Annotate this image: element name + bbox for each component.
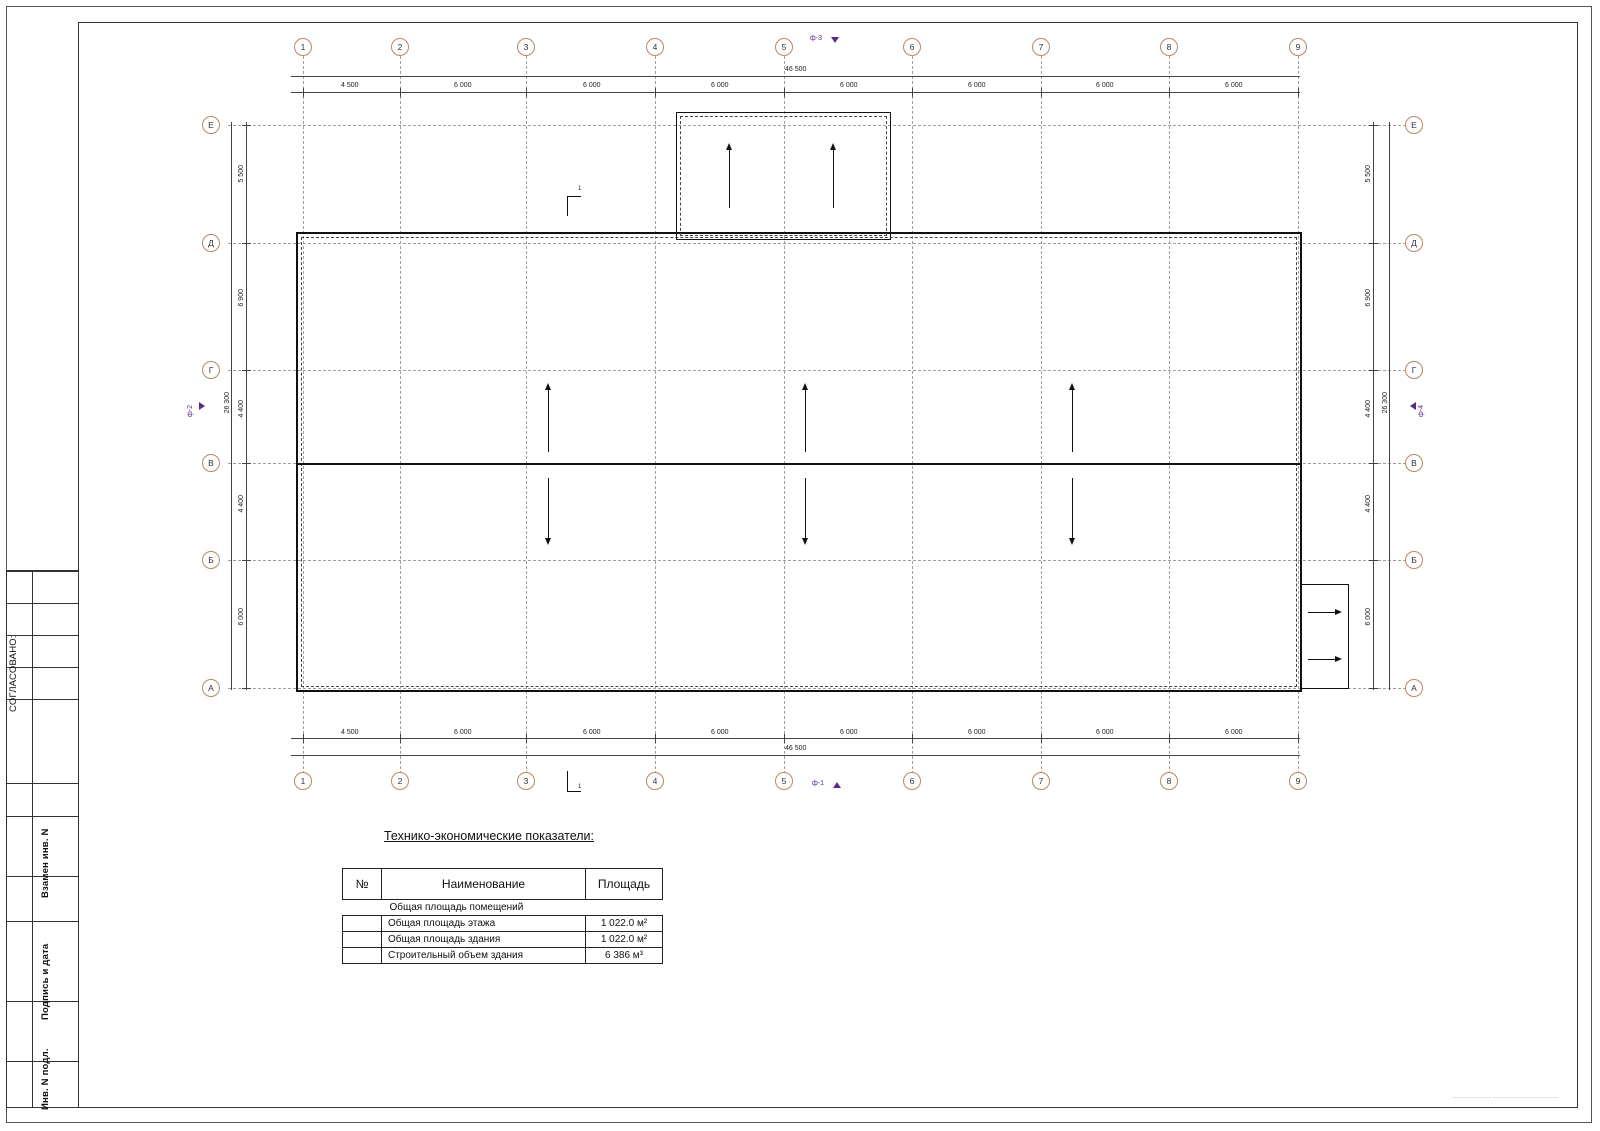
- axis-bubble-right-g[interactable]: Г: [1405, 361, 1423, 379]
- tep-cell-name: Общая площадь помещений: [389, 902, 524, 913]
- bottom-span-4: 6 000: [711, 729, 729, 736]
- cut-mark-bottom-label: 1: [578, 784, 582, 790]
- tep-cell-area: 1 022.0 м²: [586, 932, 663, 948]
- axis-bubble-top-9[interactable]: 9: [1289, 38, 1307, 56]
- section-mark-arrow-f4: [1410, 402, 1416, 410]
- tep-header-row: [343, 869, 663, 900]
- top-span-7: 6 000: [1096, 82, 1114, 89]
- axis-bubble-top-3[interactable]: 3: [517, 38, 535, 56]
- top-span-6: 6 000: [968, 82, 986, 89]
- slope-arrow-down-1-head: [545, 538, 551, 545]
- cut-mark-top-label: 1: [578, 186, 582, 192]
- section-mark-arrow-f3: [831, 37, 839, 43]
- right-span-5: 6 000: [1365, 608, 1372, 626]
- axis-bubble-right-a[interactable]: А: [1405, 679, 1423, 697]
- cut-mark-bottom-horizontal: [567, 791, 581, 792]
- left-span-5: 6 000: [238, 608, 245, 626]
- slope-arrow-up-4: [729, 150, 730, 208]
- table-row: [343, 948, 663, 964]
- top-total-dim-line: [291, 76, 1300, 77]
- building-outline-inner: [301, 237, 1297, 687]
- axis-bubble-left-b[interactable]: Б: [202, 551, 220, 569]
- top-span-2: 6 000: [454, 82, 472, 89]
- stamp-approved-label: СОГЛАСОВАНО:: [8, 635, 19, 712]
- section-mark-label-f3[interactable]: ф-3: [810, 35, 822, 42]
- axis-bubble-left-d[interactable]: Д: [202, 234, 220, 252]
- slope-arrow-down-2-head: [802, 538, 808, 545]
- slope-arrow-up-1: [548, 390, 549, 452]
- tep-cell-number: [343, 948, 382, 964]
- section-mark-label-f2[interactable]: ф-2: [187, 405, 194, 417]
- axis-bubble-left-a[interactable]: А: [202, 679, 220, 697]
- slope-arrow-right-2-head: [1335, 656, 1342, 662]
- bottom-span-1: 4 500: [341, 729, 359, 736]
- axis-bubble-bottom-2[interactable]: 2: [391, 772, 409, 790]
- top-span-1: 4 500: [341, 82, 359, 89]
- axis-bubble-right-v[interactable]: В: [1405, 454, 1423, 472]
- cut-mark-top-horizontal: [567, 196, 581, 197]
- top-total-dim-text: 46 500: [785, 66, 807, 73]
- bottom-span-5: 6 000: [840, 729, 858, 736]
- slope-arrow-right-2: [1308, 659, 1336, 660]
- left-span-3: 4 400: [238, 400, 245, 418]
- tep-cell-area: 6 386 м³: [586, 948, 663, 964]
- tep-cell-name: Строительный объем здания: [382, 948, 586, 964]
- stamp-field-replaced-inv: Взамен инв. N: [40, 828, 51, 898]
- axis-bubble-top-2[interactable]: 2: [391, 38, 409, 56]
- table-row: [343, 932, 663, 948]
- right-span-dim-line: [1373, 122, 1374, 690]
- top-span-4: 6 000: [711, 82, 729, 89]
- slope-arrow-up-1-head: [545, 383, 551, 390]
- roof-ridge-line: [296, 463, 1302, 465]
- axis-bubble-bottom-6[interactable]: 6: [903, 772, 921, 790]
- left-span-1: 5 500: [238, 165, 245, 183]
- table-row: [343, 916, 663, 932]
- axis-bubble-top-7[interactable]: 7: [1032, 38, 1050, 56]
- tep-cell-number: [343, 900, 382, 916]
- bottom-span-8: 6 000: [1225, 729, 1243, 736]
- bottom-span-6: 6 000: [968, 729, 986, 736]
- bottom-span-2: 6 000: [454, 729, 472, 736]
- left-span-4: 4 400: [238, 495, 245, 513]
- bottom-total-dim-text: 46 500: [785, 745, 807, 752]
- right-total-dim-line: [1389, 122, 1390, 690]
- slope-arrow-down-2: [805, 478, 806, 540]
- slope-arrow-up-2-head: [802, 383, 808, 390]
- top-span-5: 6 000: [840, 82, 858, 89]
- cut-mark-top-vertical: [567, 196, 569, 216]
- right-total-dim-text: 26 300: [1382, 392, 1389, 414]
- left-span-dim-line: [246, 122, 247, 690]
- stamp-field-signature-date: Подпись и дата: [40, 943, 51, 1020]
- tep-cell-area: 1 022.0 м²: [586, 916, 663, 932]
- axis-bubble-left-v[interactable]: В: [202, 454, 220, 472]
- slope-arrow-up-2: [805, 390, 806, 452]
- axis-bubble-left-g[interactable]: Г: [202, 361, 220, 379]
- slope-arrow-down-1: [548, 478, 549, 540]
- axis-bubble-bottom-9[interactable]: 9: [1289, 772, 1307, 790]
- tep-cell-area: [586, 900, 663, 916]
- tep-cell-name: Общая площадь этажа: [382, 916, 586, 932]
- axis-bubble-right-d[interactable]: Д: [1405, 234, 1423, 252]
- top-span-3: 6 000: [583, 82, 601, 89]
- slope-arrow-up-5-head: [830, 143, 836, 150]
- bottom-span-dim-line: [291, 738, 1300, 739]
- slope-arrow-up-3-head: [1069, 383, 1075, 390]
- slope-arrow-down-3: [1072, 478, 1073, 540]
- section-mark-arrow-f2: [199, 402, 205, 410]
- sheet-footer-note: _______________ _________________________: [1452, 1093, 1559, 1098]
- slope-arrow-up-4-head: [726, 143, 732, 150]
- axis-bubble-bottom-7[interactable]: 7: [1032, 772, 1050, 790]
- slope-arrow-up-3: [1072, 390, 1073, 452]
- axis-bubble-left-e[interactable]: Е: [202, 116, 220, 134]
- axis-bubble-top-8[interactable]: 8: [1160, 38, 1178, 56]
- right-span-1: 5 500: [1365, 165, 1372, 183]
- left-total-dim-line: [231, 122, 232, 690]
- bottom-total-dim-line: [291, 755, 1300, 756]
- section-mark-label-f1[interactable]: ф-1: [812, 780, 824, 787]
- axis-bubble-bottom-3[interactable]: 3: [517, 772, 535, 790]
- axis-bubble-bottom-8[interactable]: 8: [1160, 772, 1178, 790]
- slope-arrow-right-1-head: [1335, 609, 1342, 615]
- left-total-dim-text: 26 300: [224, 392, 231, 414]
- left-span-2: 6 900: [238, 289, 245, 307]
- slope-arrow-up-5: [833, 150, 834, 208]
- axis-bubble-top-5[interactable]: 5: [775, 38, 793, 56]
- tep-cell-number: [343, 916, 382, 932]
- section-mark-label-f4[interactable]: ф-4: [1418, 405, 1425, 417]
- tep-title: Технико-экономические показатели:: [384, 829, 594, 843]
- axis-bubble-bottom-4[interactable]: 4: [646, 772, 664, 790]
- bottom-span-3: 6 000: [583, 729, 601, 736]
- tep-header-area: Площадь: [586, 869, 663, 900]
- axis-bubble-right-b[interactable]: Б: [1405, 551, 1423, 569]
- axis-bubble-bottom-5[interactable]: 5: [775, 772, 793, 790]
- roof-projection-block-inner: [680, 116, 887, 236]
- right-span-3: 4 400: [1365, 400, 1372, 418]
- right-span-2: 6 900: [1365, 289, 1372, 307]
- cut-mark-bottom-vertical: [567, 771, 569, 791]
- axis-bubble-top-4[interactable]: 4: [646, 38, 664, 56]
- section-mark-arrow-f1: [833, 782, 841, 788]
- axis-bubble-right-e[interactable]: Е: [1405, 116, 1423, 134]
- top-span-dim-line: [291, 92, 1300, 93]
- slope-arrow-right-1: [1308, 612, 1336, 613]
- bottom-span-7: 6 000: [1096, 729, 1114, 736]
- stamp-field-inv-number: Инв. N подл.: [40, 1048, 51, 1110]
- right-span-4: 4 400: [1365, 495, 1372, 513]
- slope-arrow-down-3-head: [1069, 538, 1075, 545]
- table-row: [343, 900, 663, 916]
- tep-header-number: №: [343, 869, 382, 900]
- right-side-block: [1301, 584, 1349, 689]
- tep-table: [342, 868, 663, 964]
- tep-cell-number: [343, 932, 382, 948]
- axis-bubble-bottom-1[interactable]: 1: [294, 772, 312, 790]
- axis-bubble-top-1[interactable]: 1: [294, 38, 312, 56]
- tep-header-name: Наименование: [382, 869, 586, 900]
- axis-bubble-top-6[interactable]: 6: [903, 38, 921, 56]
- tep-cell-name: Общая площадь здания: [382, 932, 586, 948]
- top-span-8: 6 000: [1225, 82, 1243, 89]
